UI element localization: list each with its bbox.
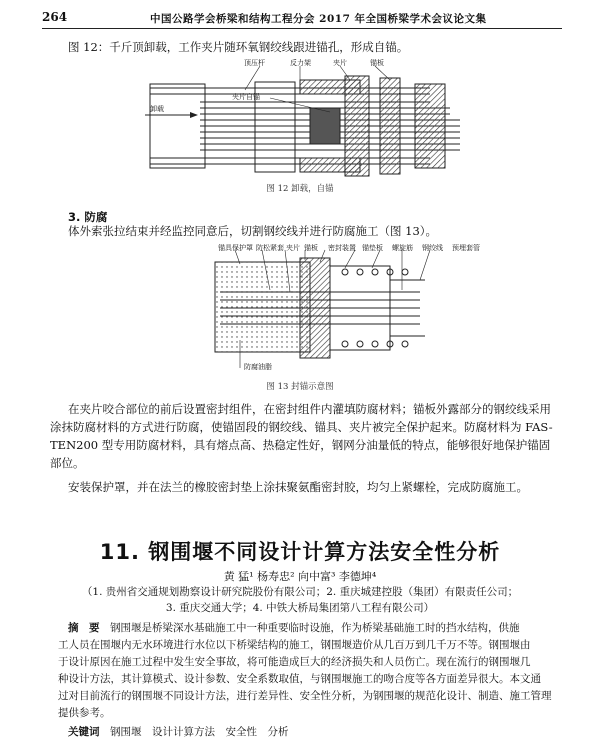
label-cover: 锚具保护罩 bbox=[218, 244, 253, 252]
label-anchor-plate-13: 锚板 bbox=[304, 244, 318, 252]
paper-title: 11. 钢围堰不同设计计算方法安全性分析 bbox=[99, 540, 501, 564]
keywords-label: 关键词 bbox=[68, 726, 100, 738]
figure12-caption: 图 12 卸载，自锚 bbox=[266, 184, 334, 194]
abstract-line-2: 工人员在围堰内无水环境进行水位以下桥梁结构的施工，钢围堰造价从几百万到几千万不等。钢围堰由 bbox=[58, 639, 531, 651]
paper-authors: 黄 猛¹ 杨寿忠² 向中富³ 李德坤⁴ bbox=[223, 570, 377, 583]
abstract-line-1: 钢围堰是桥梁深水基础施工中一种重要临时设施，作为桥梁基础施工时的挡水结构，供施 bbox=[110, 622, 520, 634]
affiliation-line-2: 3. 重庆交通大学；4. 中铁大桥局集团第八工程有限公司） bbox=[165, 602, 435, 614]
label-seal-device: 密封装置 bbox=[328, 244, 356, 252]
install-text: 安装保护罩，并在法兰的橡胶密封垫上涂抹聚氨酯密封胶，均匀上紧螺栓，完成防腐施工。 bbox=[68, 480, 528, 494]
label-clip-selfanchor: 夹片自锚 bbox=[232, 93, 260, 101]
label-anchor-pad: 锚垫板 bbox=[362, 244, 383, 252]
keywords-text: 钢围堰 设计计算方法 安全性 分析 bbox=[110, 726, 289, 738]
page-number: 264 bbox=[42, 10, 68, 24]
abstract-line-6: 提供参考。 bbox=[58, 707, 111, 719]
body-line-4: 部位。 bbox=[50, 456, 85, 470]
section3-text: 体外索张拉结束并经监控同意后，切割钢绞线并进行防腐施工（图 13）。 bbox=[68, 224, 438, 238]
journal-title: 中国公路学会桥梁和结构工程分会 2017 年全国桥梁学术会议论文集 bbox=[150, 13, 487, 25]
step12-text: 图 12：千斤顶卸载，工作夹片随环氧钢绞线跟进锚孔，形成自锚。 bbox=[68, 40, 409, 54]
label-grease: 防腐油脂 bbox=[244, 363, 272, 371]
body-line-2: 涂抹防腐材料的方式进行防腐，使锚固段的钢绞线、锚具、夹片被完全保护起来。防腐材料为 FAS- bbox=[50, 420, 553, 434]
label-strand: 钢绞线 bbox=[422, 244, 443, 252]
keywords bbox=[68, 724, 289, 739]
label-jack-rod: 顶压杆 bbox=[244, 59, 265, 67]
figure13-caption: 图 13 封锚示意图 bbox=[266, 382, 334, 392]
label-reaction-frame: 反力架 bbox=[290, 59, 311, 67]
label-anchor-plate: 锚板 bbox=[370, 59, 384, 67]
label-loose-jacket: 防松紧套 bbox=[256, 244, 284, 252]
section3-heading: 3. 防腐 bbox=[68, 210, 108, 224]
label-pretube: 预埋套管 bbox=[452, 244, 480, 252]
abstract-line-5: 过对目前流行的钢围堰不同设计方法，进行差异性、安全性分析，为钢围堰的规范化设计、制造、施工管理 bbox=[58, 690, 552, 702]
abstract-label: 摘 要 bbox=[68, 622, 100, 634]
abstract-line-4: 种设计方法，其计算模式、设计参数、安全系数取值，与钢围堰施工的吻合度等各方面差异很大。本文通 bbox=[58, 673, 541, 685]
abstract-line-3: 于设计原因在施工过程中发生安全事故，将可能造成巨大的经济损失和人员伤亡。现在流行的钢围堰几 bbox=[58, 656, 531, 668]
abstract bbox=[58, 620, 558, 722]
label-spiral: 螺旋筋 bbox=[392, 244, 413, 252]
label-clip-13: 夹片 bbox=[286, 244, 300, 252]
affiliation-line-1: （1. 贵州省交通规划勘察设计研究院股份有限公司；2. 重庆城建控股（集团）有限责任公司； bbox=[81, 586, 519, 598]
label-clip: 夹片 bbox=[333, 59, 347, 67]
body-line-3: TEN200 型专用防腐材料，具有熔点高、热稳定性好，钢网分油量低的特点，能够很好地保护锚固 bbox=[50, 438, 551, 452]
label-unload: 卸载 bbox=[150, 105, 164, 113]
body-line-1: 在夹片咬合部位的前后设置密封组件，在密封组件内灌填防腐材料；锚板外露部分的钢绞线采用 bbox=[68, 402, 551, 416]
